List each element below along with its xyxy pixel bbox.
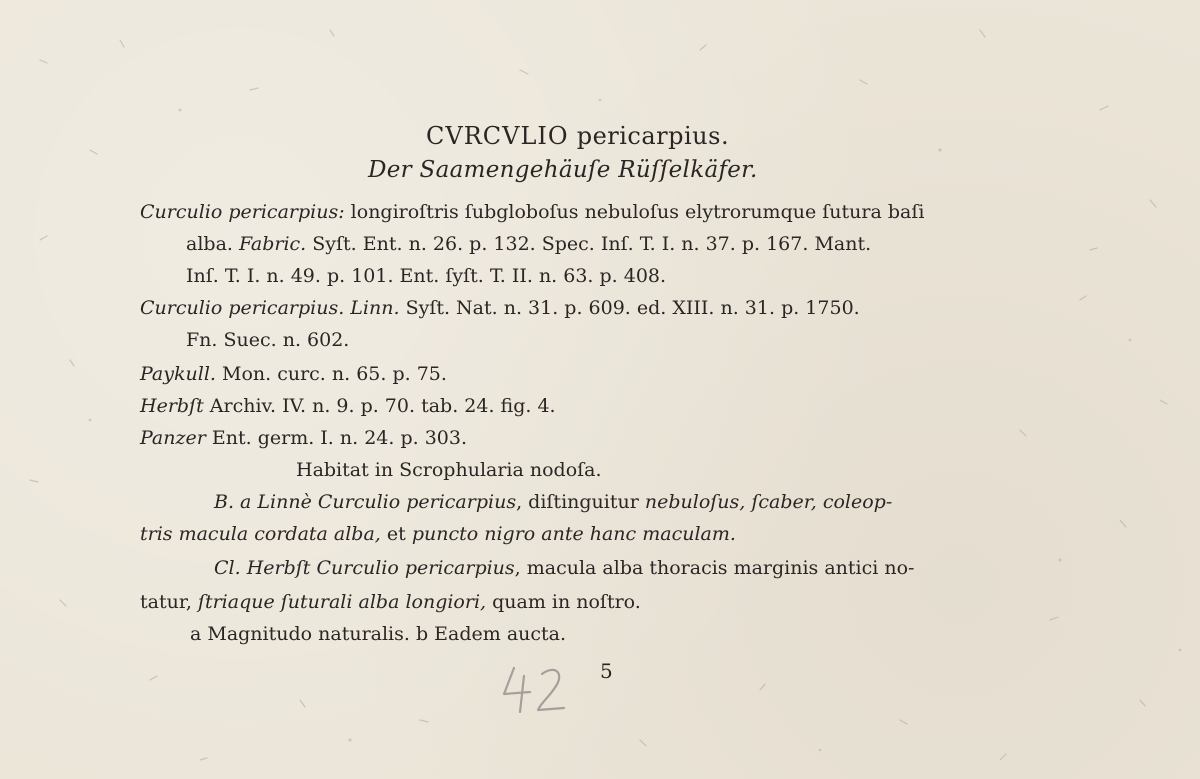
note-2-part-4: ſtriaque ſuturali alba longiori,	[197, 591, 487, 613]
note-2-line-2	[140, 590, 641, 614]
entry-3-text: Mon. curc. n. 65. p. 75.	[221, 363, 447, 385]
note-2-part-3: tatur,	[140, 591, 192, 613]
page-subtitle: Der Saamengehäuſe Rüſſelkäfer.	[368, 157, 758, 183]
entry-2-name: Curculio pericarpius.	[140, 297, 345, 319]
entry-1-line-2	[186, 232, 871, 256]
entry-1-text-1: longiroſtris ſubgloboſus nebuloſus elytrorumque ſutura baſi	[350, 201, 925, 223]
note-1-part-5: et	[386, 523, 406, 545]
note-2-part-2: , macula alba thoracis marginis antici no-	[514, 557, 915, 579]
note-1-part-1: B. a Linnè Curculio pericarpius	[214, 491, 517, 513]
note-1-part-6: puncto nigro ante hanc maculam.	[411, 523, 736, 545]
entry-2-line-2: Fn. Suec. n. 602.	[186, 329, 350, 351]
page-number: 5	[600, 659, 613, 683]
note-2-part-1: Cl. Herbſt Curculio pericarpius	[214, 557, 515, 579]
entry-5-author: Panzer	[140, 427, 206, 449]
entry-1-text-2a: alba.	[186, 233, 233, 255]
entry-4-line	[140, 394, 556, 418]
note-2-line-1	[214, 556, 914, 580]
entry-1-name: Curculio pericarpius:	[140, 201, 345, 223]
entry-2-author: Linn.	[350, 297, 400, 319]
habitat-line: Habitat in Scrophularia nodoſa.	[296, 459, 602, 481]
entry-1-line-3: Inſ. T. I. n. 49. p. 101. Ent. ſyſt. T. II. n. 63. p. 408.	[186, 265, 667, 287]
entry-3-author: Paykull.	[140, 363, 216, 385]
note-1-part-2: , diſtinguitur	[516, 491, 639, 513]
note-1-part-3: nebuloſus, ſcaber, coleop-	[644, 491, 893, 513]
entry-4-author: Herbſt	[140, 395, 204, 417]
title-species: pericarpius.	[576, 122, 730, 150]
entry-1-text-2b: Syſt. Ent. n. 26. p. 132. Spec. Inſ. T. I. n. 37. p. 167. Mant.	[312, 233, 872, 255]
title-genus: CVRCVLIO	[426, 122, 569, 150]
page-title	[426, 124, 729, 148]
figure-legend: a Magnitudo naturalis. b Eadem aucta.	[190, 623, 567, 645]
entry-5-text: Ent. germ. I. n. 24. p. 303.	[211, 427, 467, 449]
note-2-part-5: quam in noſtro.	[492, 591, 641, 613]
note-1-line-1	[214, 490, 892, 514]
entry-2-line-1	[140, 296, 860, 320]
entry-5-line	[140, 426, 467, 450]
entry-3-line	[140, 362, 447, 386]
note-1-line-2	[140, 522, 736, 546]
handwritten-pencil-mark	[494, 650, 584, 720]
entry-4-text: Archiv. IV. n. 9. p. 70. tab. 24. fig. 4.	[209, 395, 556, 417]
entry-1-line-1	[140, 200, 924, 224]
note-1-part-4: tris macula cordata alba,	[140, 523, 381, 545]
entry-1-fabric: Fabric.	[238, 233, 307, 255]
entry-2-text-1: Syſt. Nat. n. 31. p. 609. ed. XIII. n. 31. p. 1750.	[405, 297, 860, 319]
